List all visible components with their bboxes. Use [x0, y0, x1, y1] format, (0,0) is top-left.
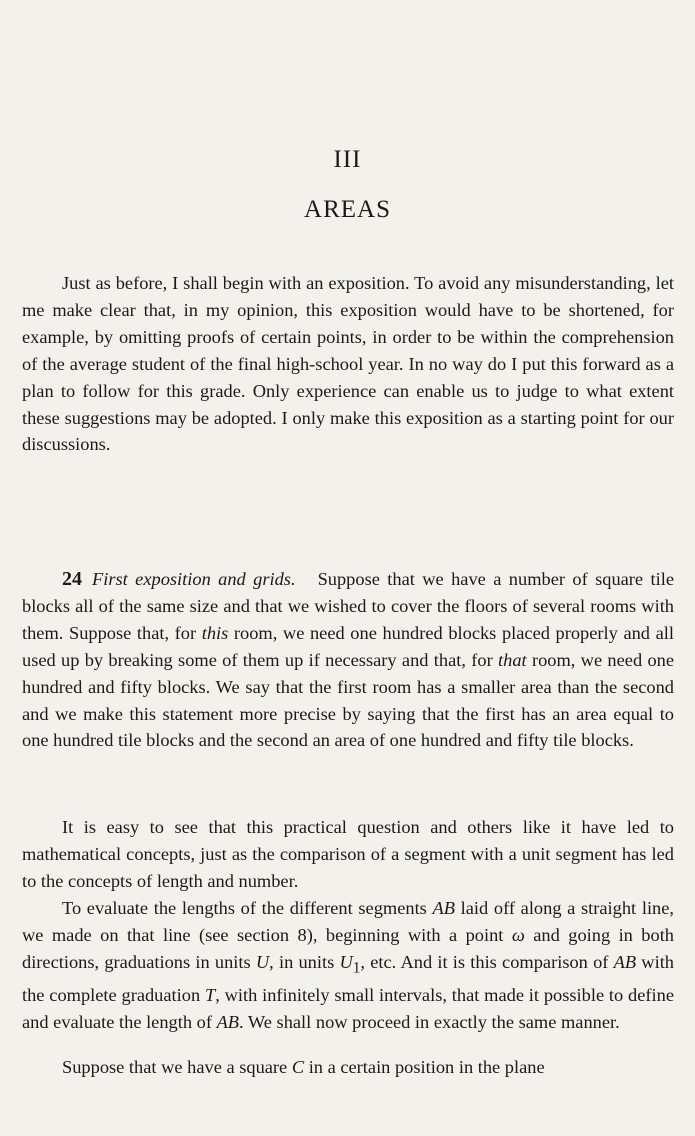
math-run: AB	[216, 1012, 240, 1033]
text-run: , in units	[269, 951, 340, 972]
text-run: room, we need one hundred and fifty blocks. We say that the first room has a smaller area than the second and we make this statement more precise by saying that the first has an area equal to one hundred tile blocks and the second an area of one hundred and fifty tile blocks.	[22, 649, 674, 751]
italic-run: this	[201, 622, 229, 643]
text-run: , with infinitely small intervals, that made it possible to define and evaluate the length of	[22, 985, 674, 1033]
text-run: and going in both directions, graduations in units	[22, 924, 674, 972]
italic-run: that	[498, 649, 527, 670]
section-24-paragraph-2: It is easy to see that this practical question and others like it have led to mathematical concepts, just as the comparison of a segment with a unit segment has led to the concepts of length and number.	[22, 817, 674, 891]
math-run: T	[204, 985, 216, 1006]
intro-paragraph: Just as before, I shall begin with an exposition. To avoid any misunderstanding, let me make clear that, in my opinion, this exposition would have to be shortened, for example, by omitting proofs of certain points, in order to be within the comprehension of the average student of the final high-school year. In no way do I put this forward as a plan to follow for this grade. Only experience can enable us to judge to what extent these suggestions may be adopted. I only make this exposition as a starting point for our discussions.	[22, 273, 674, 455]
text-run: laid off along a straight line, we made on that line (see section 8), beginning with a point	[22, 898, 675, 945]
math-run: ω	[511, 924, 525, 945]
math-run: U	[255, 951, 270, 972]
text-run: Suppose that we have a number of square tile blocks all of the same size and that we wished to cover the floors of several rooms with them. Suppose that, for	[22, 569, 674, 643]
section-24-paragraph-3	[22, 895, 674, 1036]
section-title: First exposition and grids.	[92, 569, 296, 589]
text-run: in a certain position in the plane	[304, 1057, 545, 1077]
subscript: 1	[352, 959, 361, 977]
math-run: C	[291, 1057, 305, 1077]
chapter-title: AREAS	[304, 196, 391, 223]
section-24-paragraph-1	[22, 566, 674, 754]
text-run: Suppose that we have a square	[62, 1057, 292, 1077]
text-run: . We shall now proceed in exactly the same manner.	[239, 1012, 620, 1033]
chapter-number: III	[333, 146, 362, 173]
text-run: room, we need one hundred blocks placed properly and all used up by breaking some of them up if necessary and that, for	[22, 622, 674, 670]
section-number: 24	[62, 568, 82, 590]
text-run: To evaluate the lengths of the different segments	[62, 898, 433, 918]
math-run: AB	[613, 951, 637, 972]
section-24-paragraph-4	[22, 1054, 674, 1081]
math-run: AB	[432, 898, 455, 918]
math-run: U	[339, 951, 353, 972]
text-run: with the complete graduation	[22, 951, 675, 1006]
text-run: , etc. And it is this comparison of	[360, 951, 614, 972]
